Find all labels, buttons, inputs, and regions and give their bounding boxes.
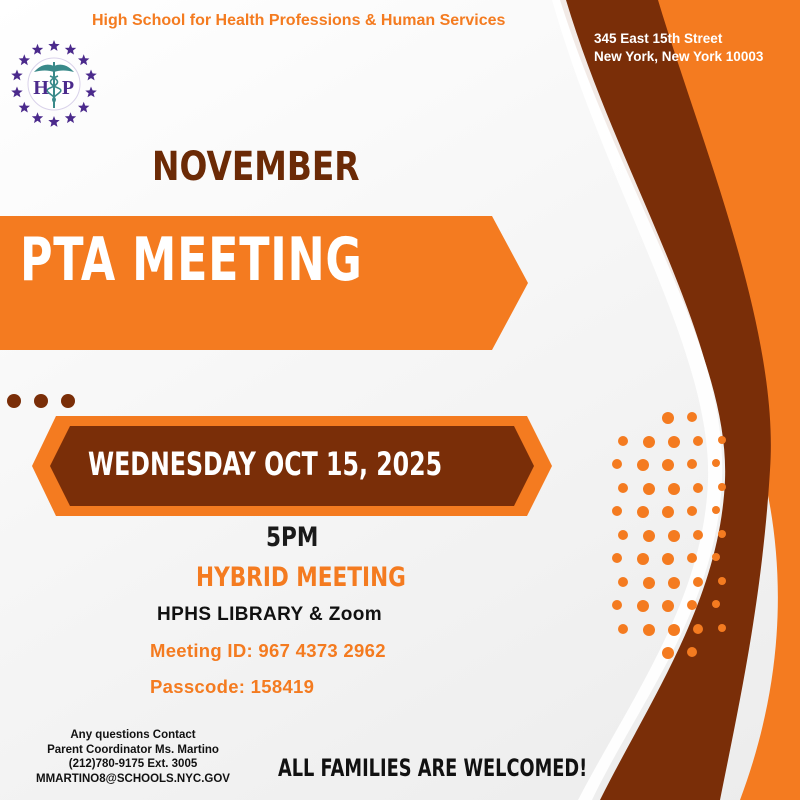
logo-star	[32, 44, 43, 55]
decor-dot	[687, 553, 697, 563]
title-month: NOVEMBER	[152, 144, 360, 190]
decor-dot	[618, 577, 628, 587]
decor-dot	[668, 530, 680, 542]
address-line-2: New York, New York 10003	[594, 49, 764, 64]
decor-dot	[668, 577, 680, 589]
logo-mark	[8, 38, 100, 130]
ellipsis-dot-1	[7, 394, 21, 408]
decor-dot	[712, 600, 720, 608]
contact-email[interactable]: MMARTINO8@SCHOOLS.NYC.GOV	[36, 772, 230, 785]
address-line-1: 345 East 15th Street	[594, 31, 723, 46]
decor-dot	[693, 577, 703, 587]
decor-dot	[612, 459, 622, 469]
decor-dot	[693, 624, 703, 634]
logo-star	[65, 112, 76, 123]
event-format: HYBRID MEETING	[196, 562, 406, 593]
logo-star	[19, 102, 30, 113]
decor-dot	[718, 624, 726, 632]
decor-dot	[643, 436, 655, 448]
event-date: WEDNESDAY OCT 15, 2025	[88, 445, 443, 483]
decor-dot	[693, 483, 703, 493]
event-location: HPHS LIBRARY & Zoom	[157, 604, 383, 625]
decor-dot	[687, 600, 697, 610]
decor-dot	[662, 412, 674, 424]
decor-dot	[712, 459, 720, 467]
decor-dot	[612, 600, 622, 610]
contact-info	[8, 728, 258, 786]
logo-star	[65, 44, 76, 55]
decor-dot	[662, 459, 674, 471]
decor-dot	[612, 506, 622, 516]
school-name: High School for Health Professions & Human Services	[92, 12, 506, 29]
decor-dot	[718, 577, 726, 585]
logo-star	[11, 87, 23, 98]
logo-star	[11, 70, 23, 81]
decor-dot	[687, 506, 697, 516]
welcome-message: ALL FAMILIES ARE WELCOMED!	[278, 754, 588, 782]
decor-dot	[662, 600, 674, 612]
logo-star	[78, 54, 89, 65]
decor-dot	[687, 647, 697, 657]
decor-dot	[718, 530, 726, 538]
decor-dot	[712, 506, 720, 514]
decor-dot	[693, 530, 703, 540]
meeting-id[interactable]: Meeting ID: 967 4373 2962	[150, 640, 386, 661]
svg-text:H: H	[33, 77, 49, 99]
decor-dot	[637, 600, 649, 612]
event-time: 5PM	[266, 522, 319, 553]
decor-dot	[662, 647, 674, 659]
decor-dot	[687, 412, 697, 422]
decor-dot	[668, 436, 680, 448]
decor-dot	[618, 483, 628, 493]
ellipsis-dot-3	[61, 394, 75, 408]
contact-line-2: Parent Coordinator Ms. Martino	[47, 743, 219, 756]
decor-dot	[643, 483, 655, 495]
decor-dot	[618, 530, 628, 540]
decor-dot	[618, 624, 628, 634]
decor-dot	[637, 553, 649, 565]
school-address	[594, 30, 763, 66]
meeting-passcode[interactable]: Passcode: 158419	[150, 676, 315, 697]
logo-star	[32, 112, 43, 123]
decor-dot	[712, 553, 720, 561]
decor-dot	[618, 436, 628, 446]
decor-dot	[637, 506, 649, 518]
svg-text:P: P	[61, 77, 75, 99]
decor-dot	[668, 624, 680, 636]
decor-dot	[718, 483, 726, 491]
decor-dot	[687, 459, 697, 469]
decor-dot	[637, 459, 649, 471]
decor-dot	[662, 553, 674, 565]
title-main: PTA MEETING	[20, 225, 363, 295]
contact-line-1: Any questions Contact	[70, 729, 196, 741]
logo-star	[85, 87, 97, 98]
contact-phone[interactable]: (212)780-9175 Ext. 3005	[68, 758, 198, 770]
decor-dot	[643, 624, 655, 636]
school-logo	[8, 38, 100, 130]
decor-dot	[668, 483, 680, 495]
logo-star	[48, 116, 59, 127]
decor-dot	[693, 436, 703, 446]
ellipsis-dot-2	[34, 394, 48, 408]
decor-dot	[643, 577, 655, 589]
logo-star	[19, 54, 30, 65]
decor-dot	[612, 553, 622, 563]
logo-star	[78, 102, 89, 113]
decor-dot	[662, 506, 674, 518]
logo-star	[85, 70, 97, 81]
decor-dot	[643, 530, 655, 542]
logo-star	[48, 40, 59, 51]
decor-dot	[718, 436, 726, 444]
